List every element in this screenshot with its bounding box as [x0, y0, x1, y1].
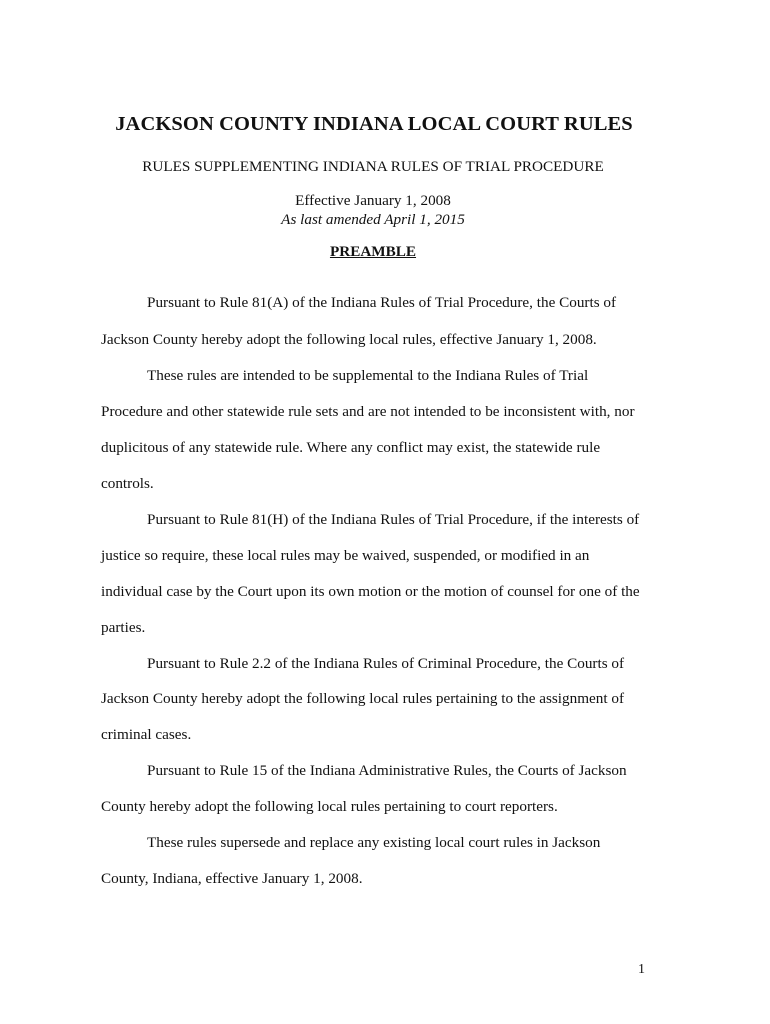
paragraph-line: These rules are intended to be supplemental to the Indiana Rules of Trial [147, 367, 589, 384]
paragraph-line: controls. [101, 475, 154, 492]
paragraph-line: parties. [101, 619, 146, 636]
amended-date: As last amended April 1, 2015 [281, 211, 465, 228]
paragraph-line: Pursuant to Rule 81(A) of the Indiana Rules of Trial Procedure, the Courts of [147, 294, 617, 311]
paragraph-line: Jackson County hereby adopt the following local rules, effective January 1, 2008. [101, 331, 597, 348]
paragraph-line: Procedure and other statewide rule sets and are not intended to be inconsistent with, nor [101, 403, 635, 420]
effective-date: Effective January 1, 2008 [295, 192, 451, 209]
paragraph-line: criminal cases. [101, 726, 192, 743]
document-subtitle: RULES SUPPLEMENTING INDIANA RULES OF TRIAL PROCEDURE [142, 158, 604, 175]
paragraph-line: Jackson County hereby adopt the following local rules pertaining to the assignment of [101, 690, 625, 707]
document-title: JACKSON COUNTY INDIANA LOCAL COURT RULES [115, 113, 633, 135]
paragraph-line: These rules supersede and replace any existing local court rules in Jackson [147, 834, 601, 851]
section-heading-preamble: PREAMBLE [329, 243, 417, 260]
paragraph-line: duplicitous of any statewide rule. Where any conflict may exist, the statewide rule [101, 439, 601, 456]
paragraph-line: Pursuant to Rule 81(H) of the Indiana Rules of Trial Procedure, if the interests of [147, 511, 640, 528]
paragraph-line: County hereby adopt the following local rules pertaining to court reporters. [101, 798, 558, 815]
paragraph-line: County, Indiana, effective January 1, 2008. [101, 870, 363, 887]
paragraph-line: Pursuant to Rule 15 of the Indiana Administrative Rules, the Courts of Jackson [147, 762, 627, 779]
paragraph-line: Pursuant to Rule 2.2 of the Indiana Rules of Criminal Procedure, the Courts of [147, 655, 625, 672]
paragraph-line: justice so require, these local rules may be waived, suspended, or modified in an [101, 547, 590, 564]
paragraph-line: individual case by the Court upon its own motion or the motion of counsel for one of the [101, 583, 640, 600]
page-number: 1 [638, 962, 645, 977]
